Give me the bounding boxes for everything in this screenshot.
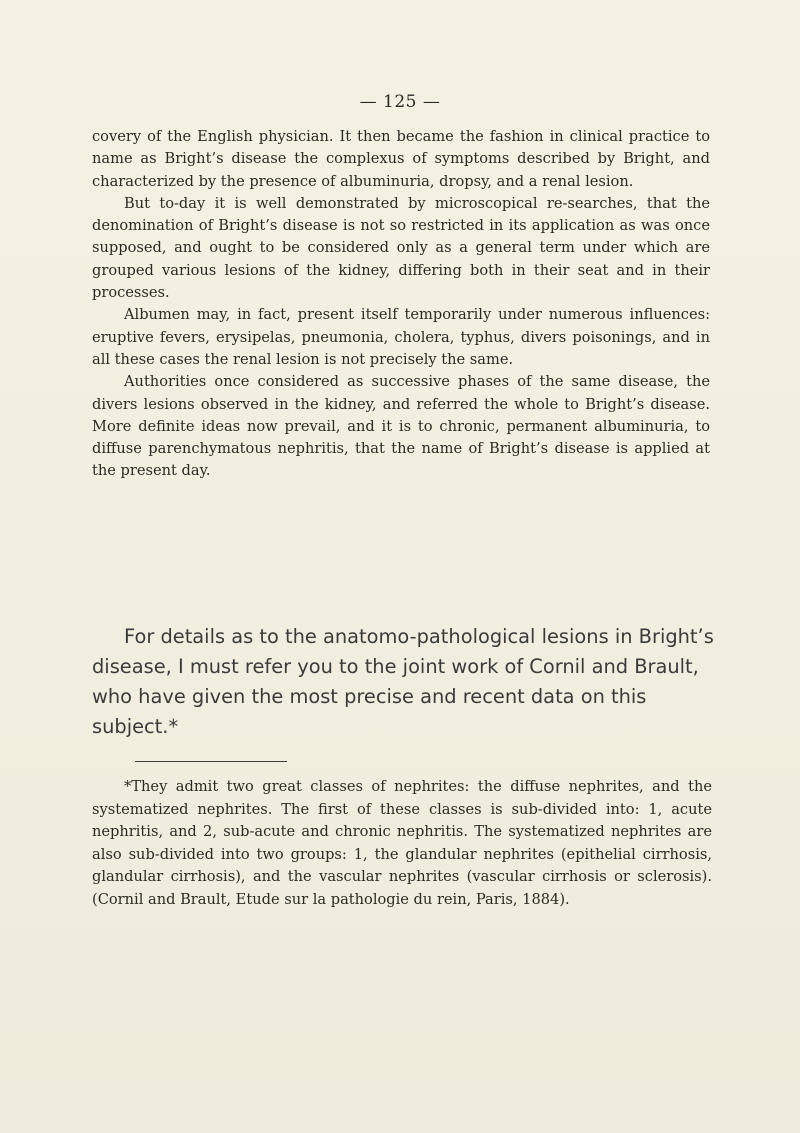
large-paragraph: For details as to the anatomo-pathological lesions in Bright’s disease, I must refer you to the joint work of Cornil and Brault, who have given the most precise and recent data on this subject.* xyxy=(92,625,714,738)
paragraph-3: Albumen may, in fact, present itself temporarily under numerous influences: eruptive fevers, erysipelas, pneumonia, cholera, typhus, divers poisonings, and in all these cases the renal lesion is not precisely the same. xyxy=(92,306,710,368)
paragraph-1: covery of the English physician. It then became the fashion in clinical practice to name as Bright’s disease the complexus of symptoms described by Bright, and characterized by the presence of albuminuria, dropsy, and a renal lesion. xyxy=(92,128,710,190)
footnote: *They admit two great classes of nephrites: the diffuse nephrites, and the systematized nephrites. The first of these classes is sub-divided into: 1, acute nephritis, and 2, sub-acute and chronic nephritis. The systematized nephrites are also sub-divided into two groups: 1, the glandular nephrites (epithelial cirrhosis, glandular cirrhosis), and the vascular nephrites (vascular cirrhosis or sclerosis). (Cornil and Brault, Etude sur la pathologie du rein, Paris, 1884). xyxy=(92,778,712,908)
page-number-header: — 125 — xyxy=(359,92,441,112)
paragraph-4: Authorities once considered as successive phases of the same disease, the divers lesions observed in the kidney, and referred the whole to Bright’s disease. More definite ideas now prevail, and it is to chronic, permanent albuminuria, to diffuse parenchymatous nephritis, that the name of Bright’s disease is applied at the present day. xyxy=(92,373,710,480)
main-text xyxy=(92,126,710,483)
footnote-separator xyxy=(135,761,287,762)
paragraph-2: But to-day it is well demonstrated by microscopical re-searches, that the denomination of Bright’s disease is not so restricted in its application as was once supposed, and ought to be considered only as a general term under which are grouped various lesions of the kidney, differing both in their seat and in their processes. xyxy=(92,194,710,302)
